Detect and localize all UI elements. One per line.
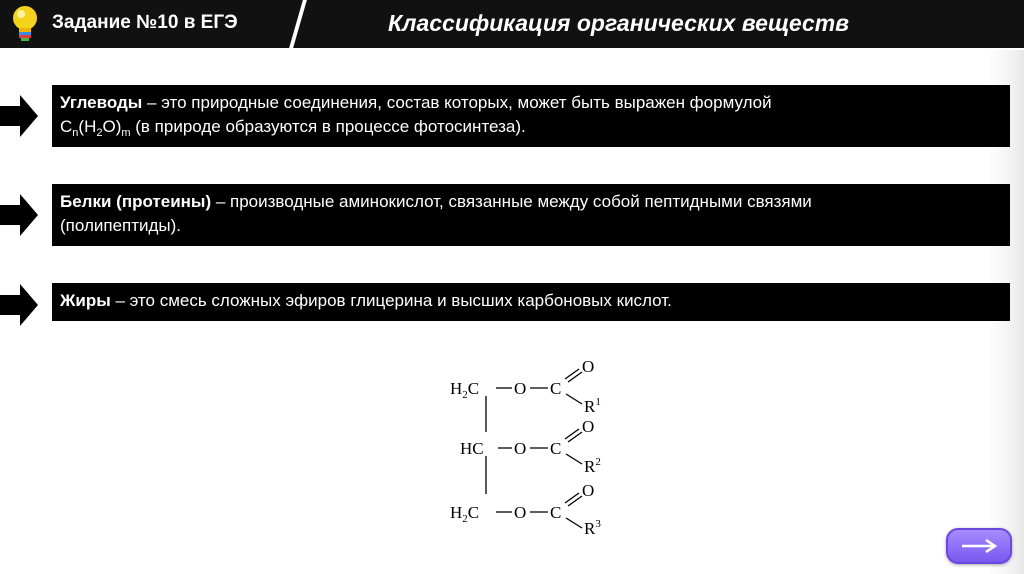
formula-r3: $R^3$ <box>584 518 601 538</box>
formula-h2c-top: $H_2C$ <box>450 379 480 401</box>
definition-term: Углеводы <box>60 93 143 112</box>
definition-term: Белки (протеины) <box>60 192 212 211</box>
definition-fats <box>52 283 1010 321</box>
arrow-right-icon <box>0 194 40 236</box>
next-slide-button[interactable] <box>946 528 1012 564</box>
definition-text: – производные аминокислот, связанные между собой пептидными связями <box>211 192 812 211</box>
formula-carbonyl-o: O <box>582 357 595 376</box>
next-arrow-icon <box>960 538 998 554</box>
definition-text: (полипептиды). <box>60 216 182 235</box>
page-title: Классификация органических веществ <box>388 10 850 36</box>
definition-text: (в природе образуются в процессе фотосинтеза). <box>130 117 526 136</box>
definition-proteins <box>52 184 1010 246</box>
formula-close: O) <box>102 117 122 136</box>
formula-m: m <box>121 127 131 139</box>
formula-carbonyl-c: C <box>550 379 562 398</box>
formula-carbonyl-c: C <box>550 503 562 522</box>
definition-line <box>60 289 1002 313</box>
arrow-right-icon <box>0 95 40 137</box>
definition-line <box>60 115 1002 139</box>
definition-term: Жиры <box>60 291 111 310</box>
formula-ester-o: O <box>514 439 527 458</box>
triglyceride-formula <box>440 352 640 546</box>
formula-h2c-bottom: $H_2C$ <box>450 503 480 525</box>
formula-n: n <box>72 127 79 139</box>
header-bar <box>0 0 1024 48</box>
formula-2: 2 <box>96 127 103 139</box>
header-divider <box>289 0 307 48</box>
formula-carbonyl-c: C <box>550 439 562 458</box>
formula-carbonyl-o: O <box>582 417 595 436</box>
task-title: Задание №10 в ЕГЭ <box>52 12 238 33</box>
formula-open: (H <box>78 117 97 136</box>
definition-text: – это природные соединения, состав которых, может быть выражен формулой <box>142 93 772 112</box>
formula-r2: $R^2$ <box>584 456 601 476</box>
formula-hc-middle: HC <box>460 439 484 458</box>
formula-ester-o: O <box>514 379 527 398</box>
definition-carbohydrates <box>52 85 1010 147</box>
formula-ester-o: O <box>514 503 527 522</box>
definition-text: – это смесь сложных эфиров глицерина и высших карбоновых кислот. <box>110 291 672 310</box>
definition-line <box>60 91 1002 115</box>
definition-line <box>60 190 1002 214</box>
formula-r1: $R^1$ <box>584 396 601 416</box>
formula-carbonyl-o: O <box>582 481 595 500</box>
arrow-right-icon <box>0 284 40 326</box>
lightbulb-icon <box>8 3 42 45</box>
formula-c: C <box>60 117 73 136</box>
